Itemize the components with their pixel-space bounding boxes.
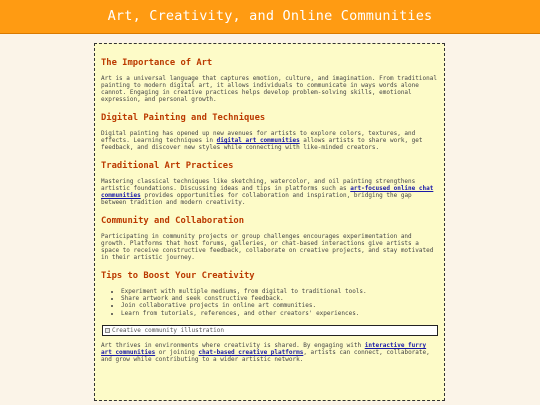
page-header — [0, 0, 540, 34]
list-item: • Experiment with multiple mediums, from digital to traditional tools. — [121, 288, 438, 295]
list-item: • Learn from tutorials, references, and other creators' experiences. — [121, 310, 438, 317]
tips-list — [101, 288, 438, 317]
list-item: • Share artwork and seek constructive feedback. — [121, 295, 438, 302]
paragraph-traditional-text-1: Mastering classical techniques like sketching, watercolor, and oil painting strengthens artistic foundations. Discussing ideas and tips in platforms such as — [101, 178, 416, 192]
link-interactive-furry-art[interactable]: interactive furry art communities — [101, 341, 427, 356]
paragraph-closing-text-1: Art thrives in environments where creativity is shared. By engaging with — [101, 341, 365, 349]
paragraph-closing-text-2: or joining — [155, 348, 199, 356]
heading-tips: Tips to Boost Your Creativity — [101, 271, 255, 281]
link-chat-based-platforms[interactable]: chat-based creative platforms — [198, 348, 304, 356]
paragraph-traditional-text-2: provides opportunities for collaboration and inspiration, bridging the gap between tradition and modern creativity. — [101, 192, 412, 206]
paragraph-digital-text-2: allows artists to share work, get feedback, and discover new styles while connecting with like-minded creators. — [101, 137, 423, 151]
paragraph-closing-text-3: , artists can connect, collaborate, and grow while contributing to a wider artistic network. — [101, 348, 430, 363]
paragraph-closing — [101, 342, 438, 363]
list-item: • Join collaborative projects in online art communities. — [121, 302, 438, 309]
heading-digital: Digital Painting and Techniques — [101, 113, 266, 123]
paragraph-digital-text-1: Digital painting has opened up new avenues for artists to explore colors, textures, and effects. Learning techniques in — [101, 130, 416, 144]
paragraph-importance: Art is a universal language that captures emotion, culture, and imagination. From traditional painting to modern digital art, it allows individuals to communicate in ways words alone cannot. Engaging in creative practices helps develop problem-solving skills, emotional expression, and personal growth. — [101, 75, 437, 103]
creative-community-image — [102, 325, 438, 336]
heading-community: Community and Collaboration — [101, 216, 244, 226]
paragraph-community: Participating in community projects or group challenges encourages experimentation and growth. Platforms that host forums, galleries, or chat-based interactions give artists a space to receive constructive feedback, collaborate on creative projects, and stay motivated in their artistic journey. — [101, 233, 434, 261]
link-digital-art-communities[interactable]: digital art communities — [216, 137, 300, 144]
link-art-focused-chat[interactable]: art-focused online chat communities — [101, 185, 434, 199]
page-title: Art, Creativity, and Online Communities — [107, 8, 433, 24]
article-container — [94, 43, 445, 401]
heading-traditional: Traditional Art Practices — [101, 161, 234, 171]
heading-importance: The Importance of Art — [101, 58, 213, 68]
paragraph-traditional — [101, 178, 438, 206]
paragraph-digital — [101, 130, 438, 151]
image-alt-text: Creative community illustration — [112, 326, 224, 334]
broken-image-icon — [105, 328, 110, 333]
